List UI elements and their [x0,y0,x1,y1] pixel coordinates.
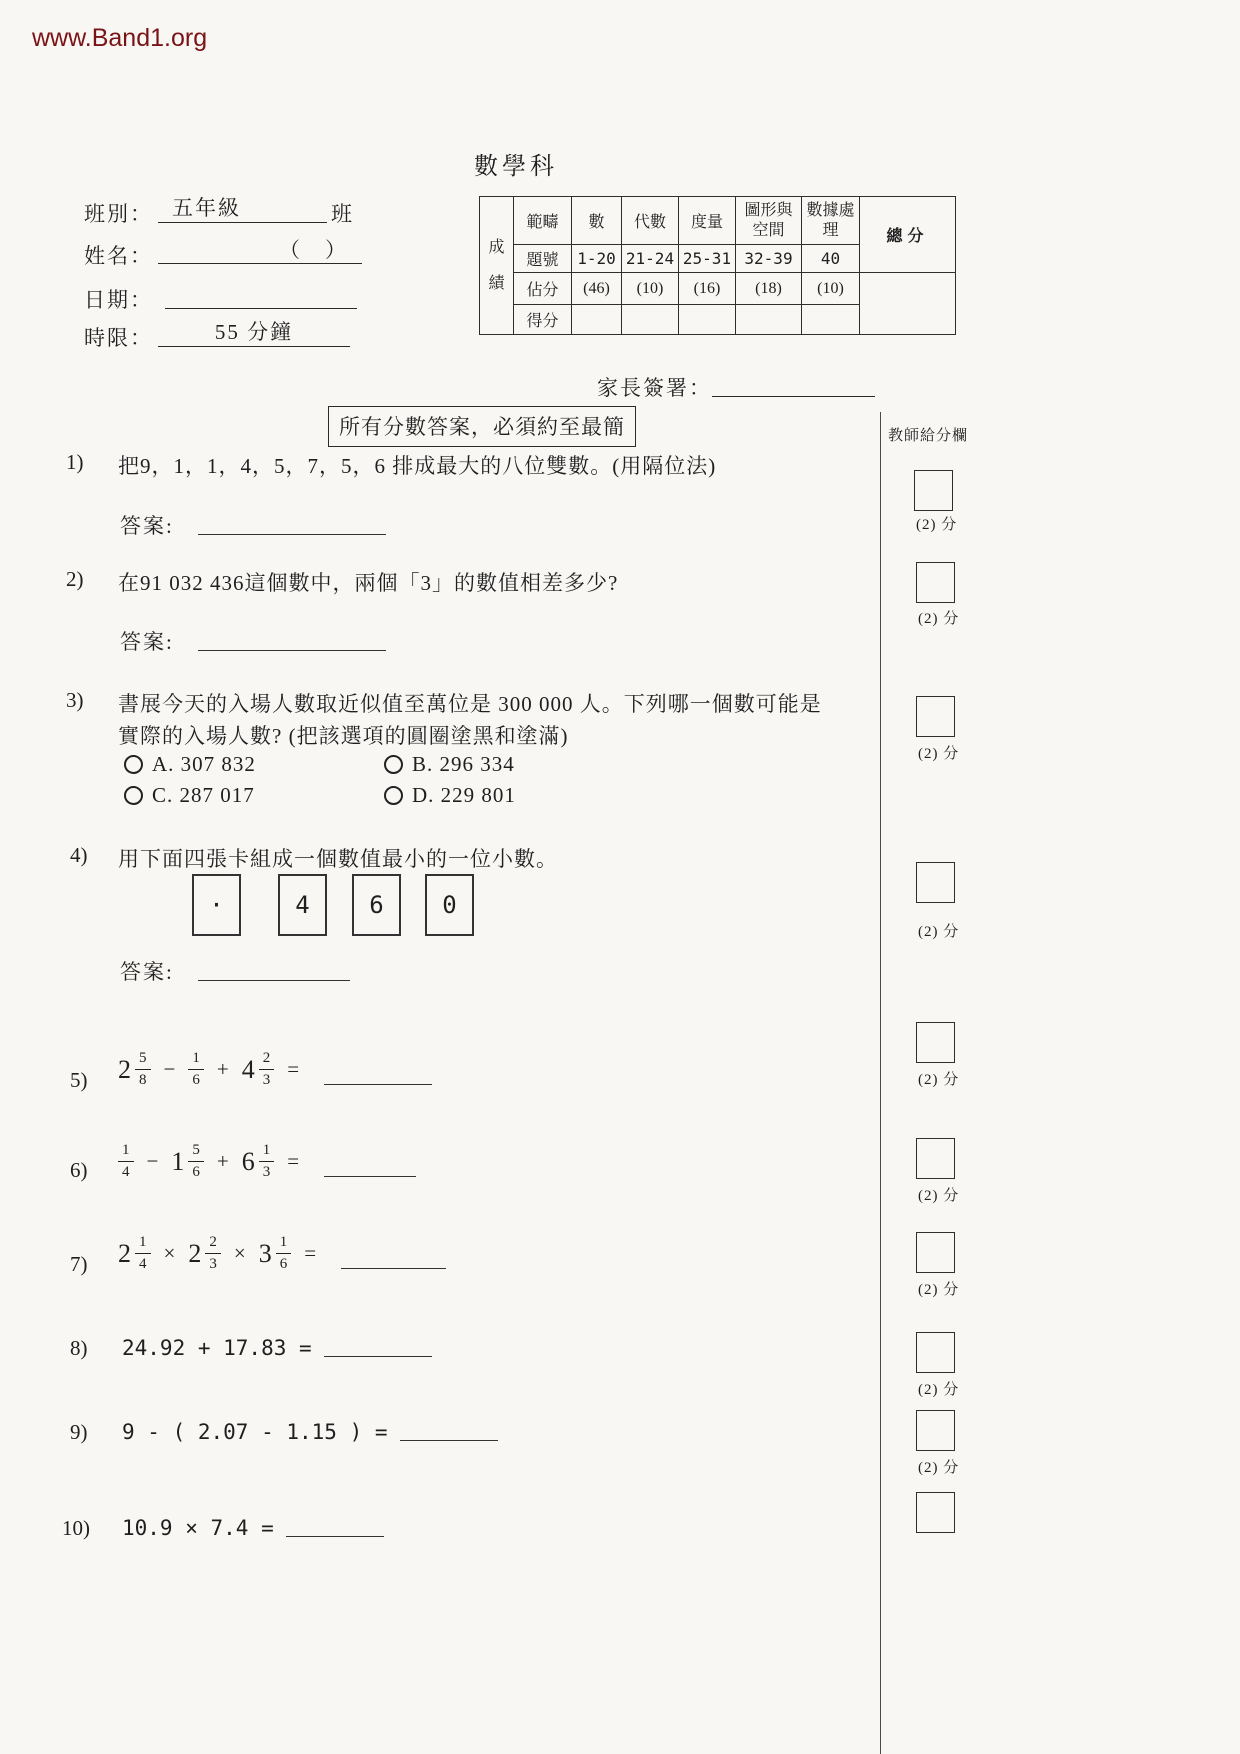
operator: = [287,1149,300,1174]
option-circle [384,755,403,774]
operator: × [163,1241,176,1266]
mixed-number: 4 $\frac{2}{3}$ [242,1050,275,1090]
answer-line [198,624,386,651]
question-text: 實際的入場人數? (把該選項的圓圈塗黑和塗滿) [118,724,569,748]
table-score-cell [679,305,736,335]
operator: = [304,1241,317,1266]
notice-box: 所有分數答案，必須約至最簡 [328,406,636,447]
score-box [916,1022,955,1063]
question-number: 9) [70,1420,88,1444]
score-table-side-label: 成績 [480,197,514,335]
fraction-expression [118,1234,446,1274]
answer-line [400,1440,498,1441]
option-b [384,752,515,777]
table-range: 21-24 [622,245,679,273]
answer-label: 答案: [120,514,174,538]
equation-row [122,1420,498,1444]
fraction-expression [118,1050,432,1090]
number-card-0: 0 [425,874,474,936]
question-text: 書展今天的入場人數取近似值至萬位是 300 000 人。下列哪一個數可能是 [118,692,822,716]
table-marks: (10) [802,273,860,305]
answer-line [286,1536,384,1537]
mixed-number: $\frac{1}{4}$ [118,1142,134,1182]
question-number: 8) [70,1336,88,1360]
class-label: 班別： [84,202,153,226]
question-number: 1) [66,450,84,474]
table-score-cell [622,305,679,335]
number-card-4: 4 [278,874,327,936]
score-box-label: (2) 分 [918,746,960,762]
option-circle [124,786,143,805]
operator: = [287,1057,300,1082]
table-col-name: 數據處理 [802,197,860,245]
equation-text: 24.92 + 17.83 = [122,1336,312,1360]
teacher-column-title: 教師給分欄 [888,428,969,444]
parent-signature-line [712,366,875,397]
score-box-label: (2) 分 [918,1072,960,1088]
table-range: 1-20 [572,245,622,273]
watermark: www.Band1.org [32,24,208,52]
score-box [916,862,955,903]
mixed-number: 6 $\frac{1}{3}$ [242,1142,275,1182]
answer-line [324,1356,432,1357]
option-d [384,783,516,808]
table-marks: (16) [679,273,736,305]
answer-line [341,1268,446,1269]
subject-title: 數學科 [474,154,558,180]
date-label: 日期： [84,288,153,312]
class-suffix: 班 [331,202,354,226]
score-box [916,1138,955,1179]
operator: − [163,1057,176,1082]
table-marks: (10) [622,273,679,305]
answer-line [198,954,350,981]
question-number: 6) [70,1158,88,1182]
score-box-label: (2) 分 [918,1188,960,1204]
name-label: 姓名： [84,244,153,268]
option-label: D. 229 801 [412,783,516,807]
table-score-cell [736,305,802,335]
answer-line [324,1176,416,1177]
table-header-score: 得分 [514,305,572,335]
table-marks: (18) [736,273,802,305]
option-label: B. 296 334 [412,752,515,776]
name-line: （ ） [158,234,362,264]
score-box [916,1332,955,1373]
table-total-label: 總分 [860,197,956,273]
question-number: 10) [62,1516,90,1540]
table-marks: (46) [572,273,622,305]
score-box [916,1232,955,1273]
mixed-number: 2 $\frac{5}{8}$ [118,1050,151,1090]
table-col-name: 代數 [622,197,679,245]
answer-label: 答案: [120,630,174,654]
question-number: 2) [66,567,84,591]
table-range: 32-39 [736,245,802,273]
mixed-number: 2 $\frac{2}{3}$ [188,1234,221,1274]
operator: + [216,1057,229,1082]
option-label: C. 287 017 [152,783,255,807]
option-a [124,752,256,777]
question-text: 用下面四張卡組成一個數值最小的一位小數。 [118,847,558,871]
fraction-expression [118,1142,416,1182]
answer-line [324,1084,432,1085]
question-text: 在91 032 436這個數中，兩個「3」的數值相差多少? [118,571,619,595]
score-box-label: (2) 分 [918,1282,960,1298]
table-col-name: 度量 [679,197,736,245]
table-header-marks: 佔分 [514,273,572,305]
question-text: 把9，1，1，4，5，7，5，6 排成最大的八位雙數。(用隔位法) [118,454,717,478]
mixed-number: 1 $\frac{5}{6}$ [171,1142,204,1182]
option-c [124,783,255,808]
question-number: 4) [70,843,88,867]
score-box [914,470,953,511]
score-box-label: (2) 分 [918,1460,960,1476]
table-range: 25-31 [679,245,736,273]
equation-row [122,1516,384,1540]
table-range: 40 [802,245,860,273]
operator: + [216,1149,229,1174]
score-box [916,696,955,737]
table-total-score-cell [860,273,956,335]
number-card-6: 6 [352,874,401,936]
table-col-name: 數 [572,197,622,245]
table-col-name: 圖形與空間 [736,197,802,245]
score-box-label: (2) 分 [918,611,960,627]
mixed-number: $\frac{1}{6}$ [188,1050,204,1090]
equation-row [122,1336,432,1360]
option-circle [124,755,143,774]
operator: × [233,1241,246,1266]
score-box [916,1492,955,1533]
score-box-label: (2) 分 [918,1382,960,1398]
score-box-label: (2) 分 [918,924,960,940]
score-box-label: (2) 分 [916,517,958,533]
table-header-qno: 題號 [514,245,572,273]
option-label: A. 307 832 [152,752,256,776]
score-box [916,562,955,603]
mixed-number: 3 $\frac{1}{6}$ [259,1234,292,1274]
equation-text: 9 - ( 2.07 - 1.15 ) = [122,1420,388,1444]
number-card-decimal: · [192,874,241,936]
date-line [165,278,357,309]
score-box [916,1410,955,1451]
time-line: 55 分鐘 [158,316,350,347]
question-number: 7) [70,1252,88,1276]
answer-line [198,508,386,535]
table-score-cell [572,305,622,335]
score-table [479,196,956,335]
parent-signature-label: 家長簽署： [597,376,712,400]
equation-text: 10.9 × 7.4 = [122,1516,274,1540]
table-score-cell [802,305,860,335]
mixed-number: 2 $\frac{1}{4}$ [118,1234,151,1274]
option-circle [384,786,403,805]
question-number: 3) [66,688,84,712]
question-number: 5) [70,1068,88,1092]
operator: − [146,1149,159,1174]
answer-label: 答案: [120,960,174,984]
teacher-column-divider [880,412,881,1754]
class-value-line: 五年級 [158,192,327,223]
time-label: 時限： [84,326,153,350]
table-header-category: 範疇 [514,197,572,245]
